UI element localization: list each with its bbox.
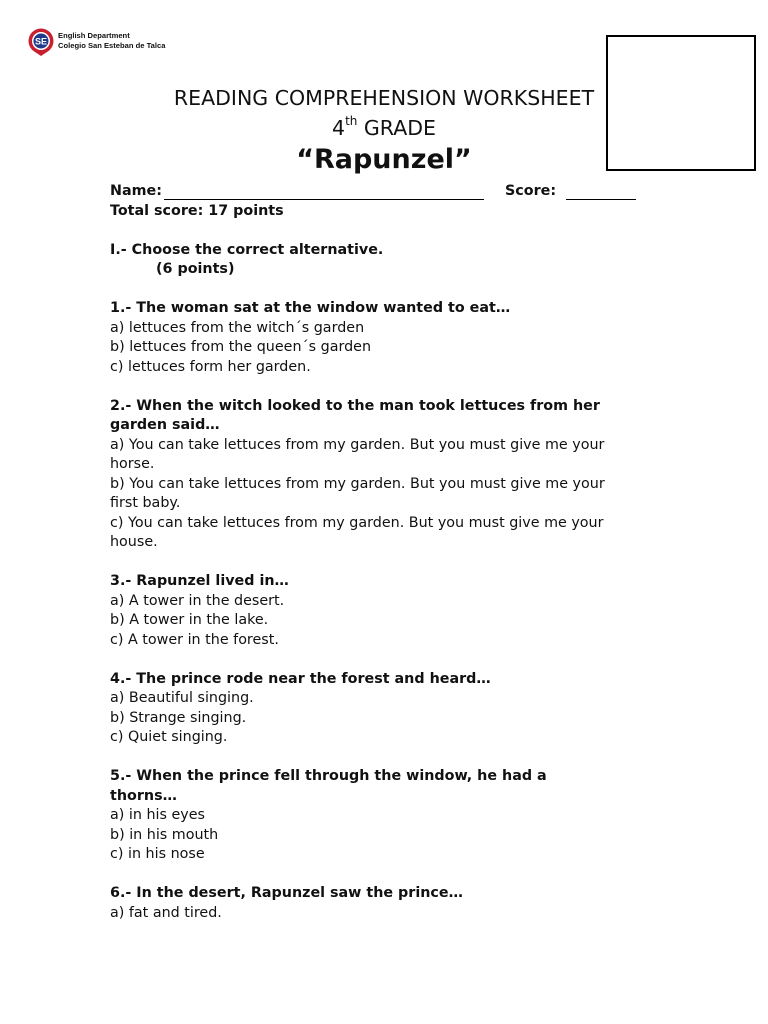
school-crest-icon	[26, 27, 56, 57]
section-heading: I.- Choose the correct alternative.	[110, 241, 384, 258]
worksheet-title: READING COMPREHENSION WORKSHEET	[173, 86, 595, 110]
name-score-row	[110, 182, 655, 202]
score-label: Score:	[505, 183, 557, 199]
question-4-option-b: b) Strange singing.	[110, 709, 247, 726]
name-label: Name:	[110, 183, 162, 199]
question-3-option-b: b) A tower in the lake.	[110, 612, 269, 628]
question-3-option-c: c) A tower in the forest.	[110, 631, 279, 648]
question-3-option-a: a) A tower in the desert.	[110, 592, 285, 609]
question-5-option-b: b) in his mouth	[110, 826, 219, 843]
question-5-option-c: c) in his nose	[110, 846, 205, 862]
total-score: Total score: 17 points	[110, 202, 284, 219]
question-1-option-c: c) lettuces form her garden.	[110, 358, 311, 375]
question-4-option-c: c) Quiet singing.	[110, 729, 228, 745]
question-4-option-a: a) Beautiful singing.	[110, 690, 254, 706]
section-points: (6 points)	[156, 261, 235, 277]
question-2-stem-line-2: garden said…	[110, 417, 220, 433]
question-2-option-a-line-2: horse.	[110, 456, 155, 472]
question-5-option-a: a) in his eyes	[110, 807, 205, 823]
name-blank-line[interactable]	[164, 199, 484, 200]
grade-word: GRADE	[363, 116, 436, 140]
question-1-option-a: a) lettuces from the witch´s garden	[110, 319, 365, 336]
question-1-stem: 1.- The woman sat at the window wanted to eat…	[110, 300, 511, 316]
question-1-option-b: b) lettuces from the queen´s garden	[110, 339, 372, 355]
logo-letters: SE	[34, 36, 48, 47]
department-name: English Department	[58, 31, 130, 40]
question-6-option-a: a) fat and tired.	[110, 904, 222, 921]
question-6-stem: 6.- In the desert, Rapunzel saw the prince…	[110, 885, 463, 901]
logo-text	[58, 31, 165, 51]
grade-suffix: th	[345, 114, 358, 128]
worksheet-body	[110, 182, 655, 923]
school-logo	[26, 27, 176, 57]
question-3-stem: 3.- Rapunzel lived in…	[110, 573, 289, 589]
question-4-stem: 4.- The prince rode near the forest and heard…	[110, 670, 491, 687]
question-2-option-c-line-2: house.	[110, 534, 158, 550]
question-5-stem-line-1: 5.- When the prince fell through the window, he had a	[110, 768, 547, 784]
grade-title	[0, 116, 768, 140]
story-title: “Rapunzel”	[296, 144, 472, 175]
question-2-option-b-line-1: b) You can take lettuces from my garden. But you must give me your	[110, 475, 605, 492]
question-2-option-a-line-1: a) You can take lettuces from my garden. But you must give me your	[110, 436, 605, 453]
question-2-option-b-line-2: first baby.	[110, 495, 181, 511]
question-5-stem-line-2: thorns…	[110, 787, 177, 804]
question-2-stem-line-1: 2.- When the witch looked to the man took lettuces from her	[110, 397, 600, 414]
grade-number: 4	[332, 116, 346, 140]
score-blank-line[interactable]	[566, 199, 636, 200]
question-2-option-c-line-1: c) You can take lettuces from my garden. But you must give me your	[110, 514, 604, 531]
school-name: Colegio San Esteban de Talca	[58, 41, 166, 50]
